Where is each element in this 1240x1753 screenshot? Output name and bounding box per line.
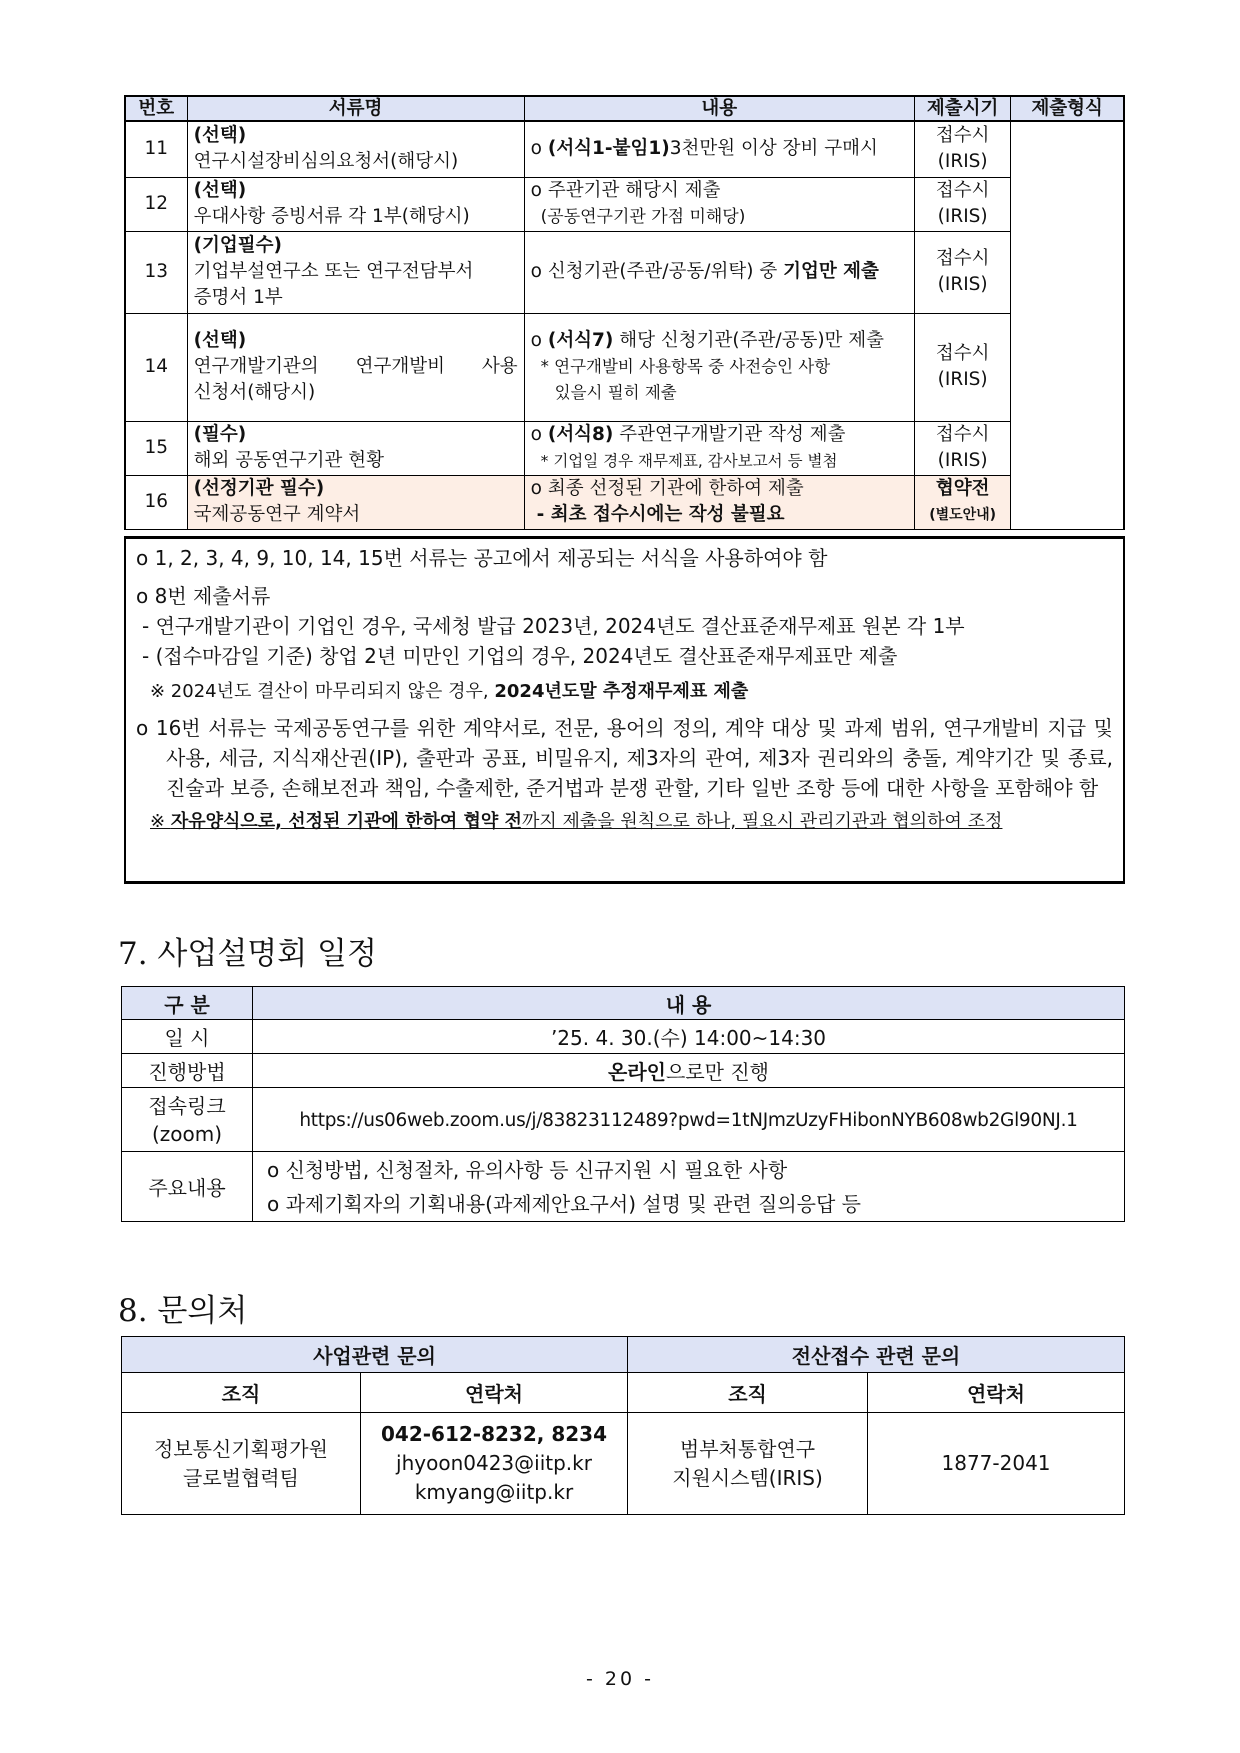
bullet: o [530, 138, 542, 160]
content-note: - 최초 접수시에는 작성 불필요 [536, 504, 785, 525]
link-label-sub: (zoom) [151, 1121, 223, 1146]
content-note: (공동연구기관 가점 미해당) [540, 207, 746, 227]
contacts-group-header-row [122, 1337, 1125, 1373]
content-cell [524, 231, 914, 313]
bullet: o [530, 180, 542, 201]
main-content-cell [253, 1152, 1125, 1222]
main-content-item: o 신청방법, 신청절차, 유의사항 등 신규지원 시 필요한 사항 [267, 1157, 788, 1182]
main-content-item: o 과제기획자의 기획내용(과제제안요구서) 설명 및 관련 질의응답 등 [267, 1191, 861, 1216]
schedule-header-row [122, 987, 1125, 1020]
date-label: 일 시 [122, 1020, 253, 1054]
submit-time-cell [914, 177, 1010, 231]
submit-time: 접수시 [935, 125, 990, 147]
doc-name: 연구개발기관의 연구개발비 사용 [193, 356, 518, 377]
doc-name-cell [187, 475, 524, 529]
note-foot-text: 까지 제출을 원칙으로 하나, 필요시 관리기관과 협의하여 조정 [521, 811, 1003, 832]
doc-name-cont: 증명서 1부 [193, 287, 283, 308]
doc-name-cell [187, 231, 524, 313]
submit-time: 접수시 [935, 424, 990, 445]
doc-name: 해외 공동연구기관 현황 [193, 450, 385, 471]
row-number: 13 [125, 231, 187, 313]
section-title-briefing: 7. 사업설명회 일정 [118, 936, 377, 972]
business-org [122, 1413, 361, 1515]
content-emphasis: 기업만 제출 [783, 261, 879, 282]
method-label: 진행방법 [122, 1054, 253, 1088]
notes-box [124, 536, 1125, 884]
business-email[interactable]: jhyoon0423@iitp.kr [396, 1451, 592, 1475]
submit-time-cell [914, 231, 1010, 313]
submit-system: (IRIS) [937, 369, 988, 390]
note-doc8-title: o 8번 제출서류 [136, 584, 271, 608]
content-text: 주관기관 해당시 제출 [547, 180, 721, 201]
table-row [125, 313, 1124, 421]
submit-time: 접수시 [935, 248, 990, 269]
note-doc8-company: - 연구개발기관이 기업인 경우, 국세청 발급 2023년, 2024년도 결산표준재무제표 원본 각 1부 [142, 614, 965, 638]
content-text: 주관연구개발기관 작성 제출 [613, 424, 846, 445]
submit-format-cell [1011, 121, 1124, 529]
doc-name: 연구시설장비심의요청서(해당시) [193, 151, 459, 173]
link-label-main: 접속링크 [148, 1093, 226, 1118]
header-content: 내용 [524, 96, 914, 121]
note-doc16: o 16번 서류는 국제공동연구를 위한 계약서로, 전문, 용어의 정의, 계약 대상 및 과제 범위, 연구개발비 지급 및 사용, 세금, 지식재산권(IP), 출판과 공표, 비밀유지, 제3자의 관여, 제3자 권리와의 충돌, 계약기간 및 종료, 진술과 보증, 손해보전과 책임, 수출제한, 준거법과 분쟁 관할, 기타 일반 조항 등에 대한 사항을 포함해야 함 [136, 716, 1113, 800]
submit-system: (IRIS) [937, 274, 988, 295]
contacts-sub-header-row [122, 1373, 1125, 1413]
form-ref: (서식7) [547, 330, 614, 351]
doc-name-cell [187, 421, 524, 475]
doc-name: 기업부설연구소 또는 연구전담부서 [193, 261, 474, 282]
doc-tag: (선택) [193, 125, 247, 147]
submit-note: (별도안내) [929, 507, 997, 523]
table-row [122, 1054, 1125, 1088]
method-emphasis: 온라인 [608, 1060, 666, 1084]
briefing-schedule-table [121, 986, 1125, 1222]
bullet: o [530, 330, 542, 351]
note-forms: o 1, 2, 3, 4, 9, 10, 14, 15번 서류는 공고에서 제공되는 서식을 사용하여야 함 [136, 546, 828, 570]
header-no: 번호 [125, 96, 187, 121]
method-text: 으로만 진행 [666, 1060, 769, 1084]
note-foot-emphasis: 자유양식으로, 선정된 기관에 한하여 협약 전 [170, 811, 522, 832]
table-row [125, 421, 1124, 475]
row-number: 14 [125, 313, 187, 421]
header-details: 내 용 [253, 987, 1125, 1020]
note-ref-emphasis: 2024년도말 추정재무제표 제출 [494, 681, 749, 702]
method-value [253, 1054, 1125, 1088]
page-number: - 20 - [586, 1668, 654, 1690]
content-text: 해당 신청기관(주관/공동)만 제출 [613, 330, 885, 351]
submit-system: (IRIS) [937, 206, 988, 227]
doc-name-cell [187, 177, 524, 231]
contacts-table [121, 1336, 1125, 1515]
documents-header-row [125, 96, 1124, 121]
doc-name-cell [187, 121, 524, 177]
submit-system: (IRIS) [937, 450, 988, 471]
business-contact [361, 1413, 628, 1515]
doc-tag: (선택) [193, 180, 247, 201]
header-submit-time: 제출시기 [914, 96, 1010, 121]
table-row [122, 1413, 1125, 1515]
zoom-link-cell [253, 1088, 1125, 1152]
doc-tag: (기업필수) [193, 235, 282, 256]
content-text: 신청기관(주관/공동/위탁) 중 [547, 261, 784, 282]
date-value: ’25. 4. 30.(수) 14:00~14:30 [253, 1020, 1125, 1054]
submit-time: 접수시 [935, 343, 990, 364]
org-name: 범부처통합연구 [679, 1436, 816, 1461]
submit-time: 접수시 [935, 180, 990, 201]
header-org: 조직 [122, 1373, 361, 1413]
table-row [122, 1020, 1125, 1054]
system-org [628, 1413, 868, 1515]
main-content-label: 주요내용 [122, 1152, 253, 1222]
row-number: 16 [125, 475, 187, 529]
header-org: 조직 [628, 1373, 868, 1413]
submit-time: 협약전 [935, 478, 990, 499]
business-phone: 042-612-8232, 8234 [381, 1422, 607, 1446]
form-ref: (서식1-붙임1) [547, 138, 670, 160]
doc-name: 국제공동연구 계약서 [193, 504, 361, 525]
header-category: 구 분 [122, 987, 253, 1020]
documents-table [124, 95, 1125, 530]
header-contact: 연락처 [868, 1373, 1125, 1413]
note-doc8-startup: - (접수마감일 기준) 창업 2년 미만인 기업의 경우, 2024년도 결산표준재무제표만 제출 [142, 644, 898, 668]
content-cell [524, 313, 914, 421]
header-system-inquiry: 전산접수 관련 문의 [628, 1337, 1125, 1373]
content-note: * 연구개발비 사용항목 중 사전승인 사항 [540, 357, 831, 376]
content-cell [524, 177, 914, 231]
submit-system: (IRIS) [937, 151, 988, 173]
doc-name-cont: 신청서(해당시) [193, 382, 316, 403]
link-label [122, 1088, 253, 1152]
table-row [122, 1152, 1125, 1222]
row-number: 15 [125, 421, 187, 475]
doc-name: 우대사항 증빙서류 각 1부(해당시) [193, 206, 470, 227]
bullet: o [530, 424, 542, 445]
content-cell [524, 421, 914, 475]
row-number: 12 [125, 177, 187, 231]
bullet: o [530, 261, 542, 282]
note-doc16-reference [136, 807, 1113, 837]
business-email[interactable]: kmyang@iitp.kr [414, 1480, 574, 1504]
row-number: 11 [125, 121, 187, 177]
doc-tag: (선정기관 필수) [193, 478, 325, 499]
note-ref-text: ※ 2024년도 결산이 마무리되지 않은 경우, [150, 681, 495, 702]
header-submit-format: 제출형식 [1011, 96, 1124, 121]
note-doc8-reference [136, 677, 1113, 707]
content-cell [524, 121, 914, 177]
table-row [125, 231, 1124, 313]
note-foot-mark: ※ [150, 811, 171, 832]
bullet: o [530, 478, 542, 499]
header-business-inquiry: 사업관련 문의 [122, 1337, 628, 1373]
form-ref: (서식8) [547, 424, 614, 445]
submit-time-cell [914, 475, 1010, 529]
submit-time-cell [914, 421, 1010, 475]
table-row [125, 177, 1124, 231]
table-row [125, 121, 1124, 177]
content-note: * 기업일 경우 재무제표, 감사보고서 등 별첨 [540, 452, 838, 470]
section-title-contacts: 8. 문의처 [118, 1293, 248, 1329]
org-team: 글로벌협력팀 [183, 1465, 299, 1490]
submit-time-cell [914, 313, 1010, 421]
doc-name-cell [187, 313, 524, 421]
org-name: 정보통신기획평가원 [154, 1436, 328, 1461]
submit-time-cell [914, 121, 1010, 177]
doc-tag: (선택) [193, 330, 247, 351]
content-text: 최종 선정된 기관에 한하여 제출 [547, 478, 804, 499]
table-row [122, 1088, 1125, 1152]
content-text: 3천만원 이상 장비 구매시 [669, 138, 878, 160]
header-contact: 연락처 [361, 1373, 628, 1413]
system-phone: 1877-2041 [868, 1413, 1125, 1515]
content-note-cont: 있을시 필히 제출 [554, 383, 677, 402]
table-row-highlighted [125, 475, 1124, 529]
doc-tag: (필수) [193, 424, 247, 445]
org-name-cont: 지원시스템(IRIS) [672, 1465, 823, 1490]
content-cell [524, 475, 914, 529]
header-doc-name: 서류명 [187, 96, 524, 121]
zoom-link[interactable]: https://us06web.zoom.us/j/83823112489?pwd=1tNJmzUzyFHibonNYB608wb2Gl90NJ.1 [299, 1109, 1078, 1131]
